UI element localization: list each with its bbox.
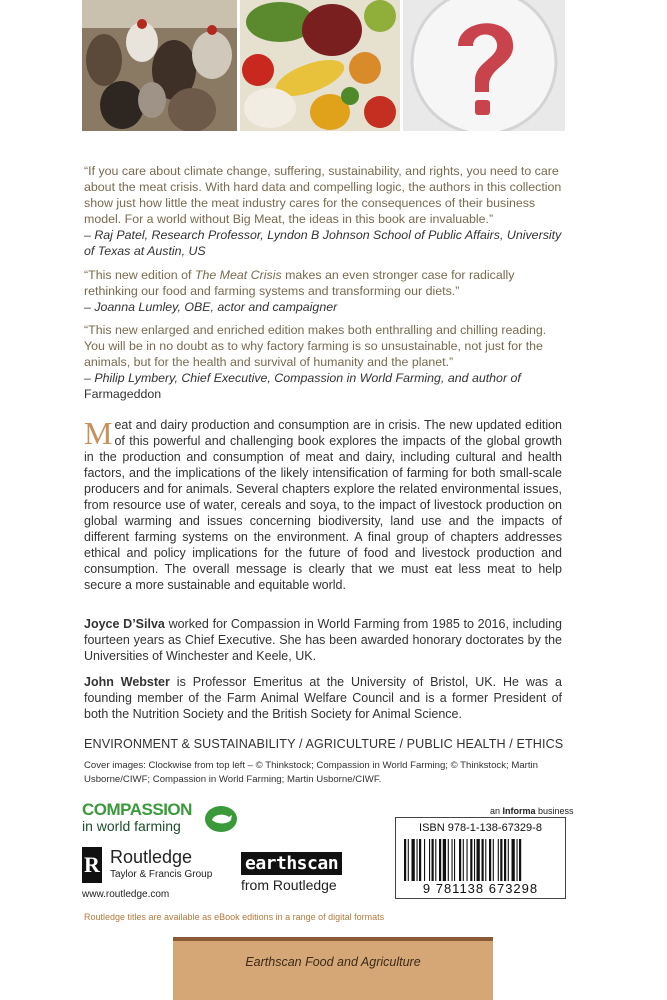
- barcode-bar: [404, 839, 406, 881]
- barcode-bar: [489, 839, 491, 881]
- author-bio-text: is Professor Emeritus at the University of Bristol, UK. He was a founding member of the Farm Animal Welfare Council and is a former President of both the Nutrition Society and the British Society for Animal Science.: [84, 675, 563, 721]
- subject-categories: ENVIRONMENT & SUSTAINABILITY / AGRICULTURE / PUBLIC HEALTH / ETHICS: [84, 737, 564, 751]
- earthscan-wordmark: earthscan: [241, 852, 342, 875]
- barcode-bar: [508, 839, 509, 881]
- barcode-bar: [493, 839, 494, 881]
- routledge-name: Routledge: [110, 847, 193, 867]
- routledge-logo: [82, 845, 242, 905]
- book-description: [84, 417, 562, 593]
- barcode-bar: [412, 839, 415, 881]
- barcode-bar: [435, 839, 436, 881]
- ciwf-logo: [82, 800, 242, 838]
- isbn-number: ISBN 978-1-138-67329-8: [419, 822, 542, 834]
- barcode-bar: [467, 839, 468, 881]
- endorsement-quote-3: [84, 322, 562, 402]
- series-band: [173, 937, 493, 1000]
- barcode-bar: [432, 839, 434, 881]
- barcode-bar: [443, 839, 446, 881]
- quote-attribution: – Raj Patel, Research Professor, Lyndon B Johnson School of Public Affairs, University of Texas at Austin, US: [84, 228, 562, 258]
- barcode-bar: [429, 839, 430, 881]
- quote-text: “If you care about climate change, suffering, sustainability, and rights, you need to care about the meat crisis. With hard data and compelling logic, the authors in this collection show just how little the meat industry cares for the consequences of their business model. For a world without Big Meat, the ideas in this book are invaluable.”: [84, 164, 562, 226]
- quote-text: “This new enlarged and enriched edition makes both enthralling and chilling reading. You will be in no doubt as to why factory farming is so unsustainable, not just for the animals, but for the health and survival of humanity and the planet.”: [84, 323, 547, 369]
- series-title: Earthscan Food and Agriculture: [245, 955, 421, 969]
- quote-attribution: – Philip Lymbery, Chief Executive, Compassion in World Farming, and author of: [84, 371, 521, 385]
- cover-photo-strip: [82, 0, 565, 131]
- barcode-digits: 9 781138 673298: [422, 881, 539, 896]
- book-title: The Meat Crisis: [194, 268, 282, 282]
- routledge-mark-icon: R: [82, 847, 102, 883]
- barcode-bar: [463, 839, 464, 881]
- informa-brand: Informa: [502, 806, 536, 816]
- series-band-rule: [173, 937, 493, 941]
- barcode-bar: [504, 839, 506, 881]
- quote-text-before: “This new edition of: [84, 268, 195, 282]
- author-name: John Webster: [84, 675, 170, 689]
- barcode-bar: [517, 839, 518, 881]
- author-name: Joyce D’Silva: [84, 617, 165, 631]
- barcode-bar: [477, 839, 480, 881]
- barcode-bar: [474, 839, 475, 881]
- barcode-bar: [470, 839, 472, 881]
- barcode-bar: [408, 839, 409, 881]
- ebook-note: Routledge titles are available as eBook editions in a range of digital formats: [84, 912, 385, 922]
- ciwf-logo-bottom: in world farming: [82, 818, 181, 834]
- barcode-bar: [500, 839, 502, 881]
- barcode-bar: [512, 839, 515, 881]
- quote-text-after: makes an even stronger case for radically rethinking our food and farming systems and transforming our diets.”: [84, 268, 515, 298]
- informa-suffix: business: [535, 806, 574, 816]
- barcode-bar: [448, 839, 449, 881]
- barcode-bar: [419, 839, 421, 881]
- barcode-bar: [485, 839, 486, 881]
- drop-cap: M: [84, 415, 113, 451]
- earthscan-logo: [241, 852, 361, 896]
- barcode-bar: [452, 839, 453, 881]
- quote-attribution: – Joanna Lumley, OBE, actor and campaigner: [84, 300, 338, 314]
- barcode-bar: [454, 839, 455, 881]
- barcode-bar: [417, 839, 418, 881]
- barcode-bar: [482, 839, 484, 881]
- ciwf-logo-top: COMPASSION: [82, 800, 192, 819]
- routledge-website: www.routledge.com: [82, 889, 170, 900]
- barcode-bar: [424, 839, 425, 881]
- description-text: eat and dairy production and consumption are in crisis. The new updated edition of this powerful and challenging book explores the impacts of the global growth in the production and consumption of meat and dairy, including cultural and health factors, and the implications of the likely intensification of farming for both small-scale producers and for animals. Several chapters explore the related environmental issues, from resource use of water, cereals and soya, to the impact of livestock production on global warming and issues concerning biodiversity, land use and the impacts of different farming systems on the environment. A final group of chapters addresses ethical and policy implications for the future of food and livestock production and consumption. The overall message is clearly that we must eat less meat to help secure a more sustainable and equitable world.: [84, 418, 562, 592]
- isbn-barcode: [395, 817, 566, 899]
- chickens-photo: [82, 0, 237, 131]
- barcode-bar: [498, 839, 499, 881]
- author-bio-text: worked for Compassion in World Farming from 1985 to 2016, including fourteen years as Chief Executive. She has been awarded honorary doctorates by the Universities of Winchester and Keele, UK.: [84, 617, 562, 663]
- quote-book-title: Farmageddon: [84, 387, 162, 401]
- author-bio-2: [84, 674, 562, 722]
- barcode-bars-icon: [404, 839, 557, 881]
- earthscan-from: from Routledge: [241, 877, 337, 893]
- endorsement-quote-1: [84, 163, 562, 259]
- informa-prefix: an: [490, 806, 503, 816]
- barcode-bar: [519, 839, 521, 881]
- informa-business-note: [490, 806, 574, 816]
- vegetables-photo: [240, 0, 400, 131]
- barcode-bar: [459, 839, 461, 881]
- routledge-group: Taylor & Francis Group: [110, 869, 213, 880]
- author-bio-1: [84, 616, 562, 664]
- meat-question-mark-photo: [403, 0, 565, 131]
- cover-image-credits: Cover images: Clockwise from top left – © Thinkstock; Compassion in World Farming; © Thinkstock; Martin Usborne/CIWF; Compassion in World Farming; Martin Usborne/CIWF.: [84, 760, 539, 785]
- barcode-bar: [439, 839, 441, 881]
- endorsement-quote-2: [84, 267, 562, 315]
- ciwf-animal-icon: [204, 804, 238, 834]
